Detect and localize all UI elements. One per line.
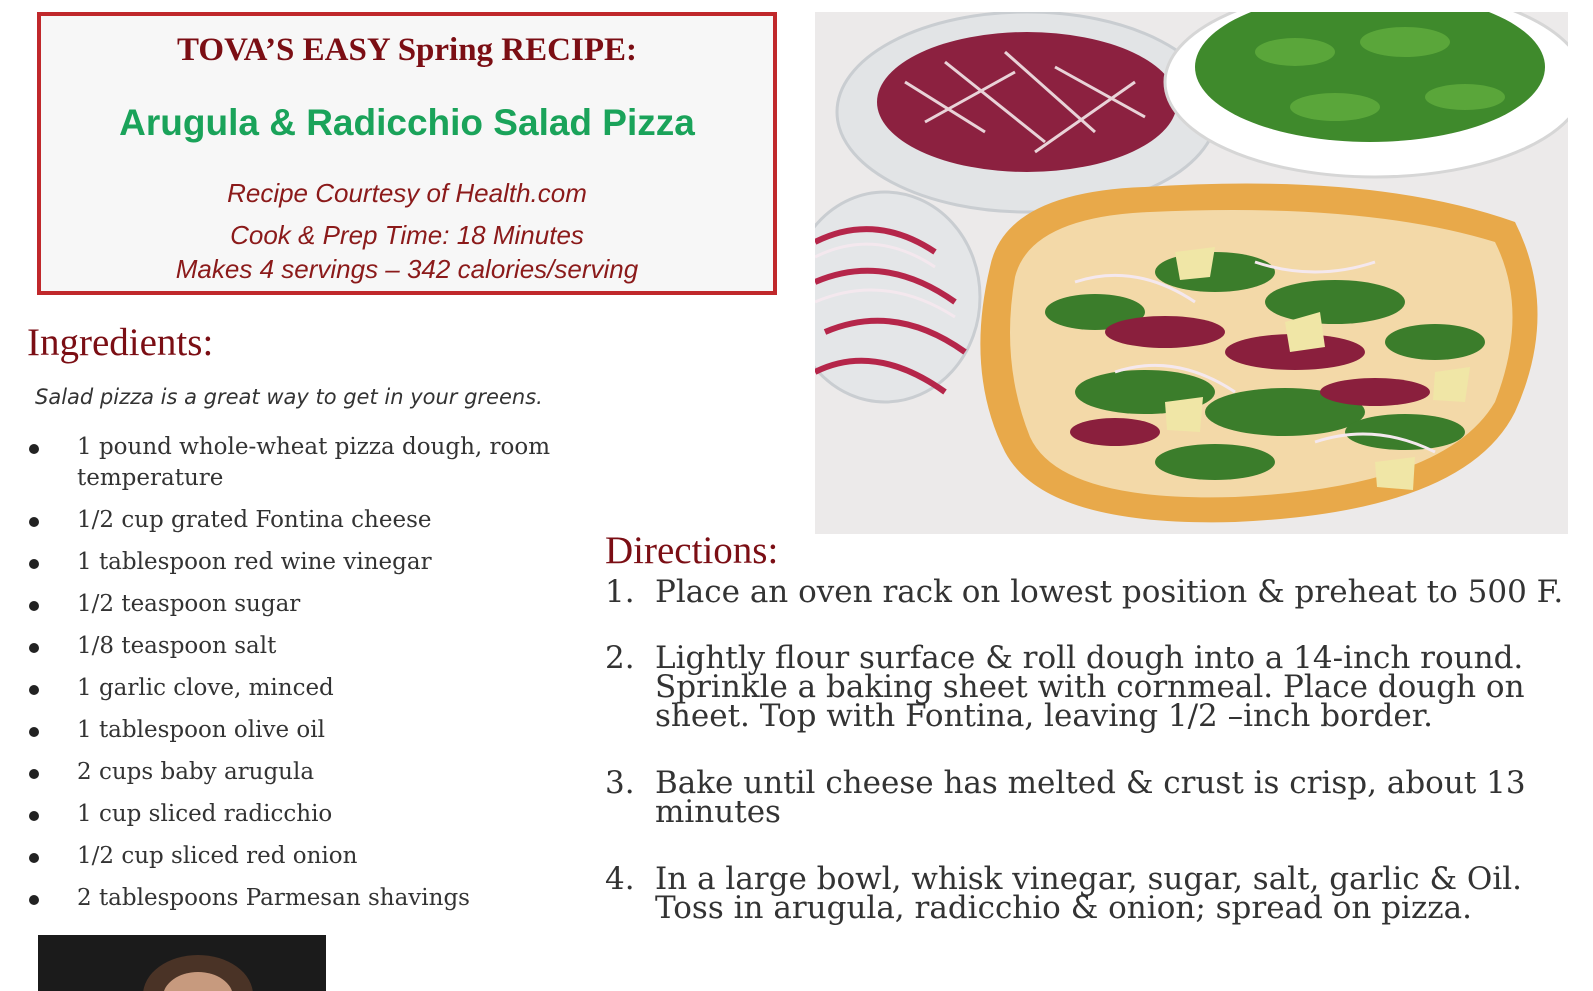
ingredients-heading: Ingredients: [27,321,214,364]
directions-list [605,574,1565,926]
ingredient-item: 1 cup sliced radicchio [27,799,587,830]
servings-calories: Makes 4 servings – 342 calories/serving [175,254,639,284]
ingredient-item: 2 tablespoons Parmesan shavings [27,883,587,914]
ingredient-item: 1/2 cup grated Fontina cheese [27,505,587,536]
bullet-icon [29,601,39,611]
step-text: Place an oven rack on lowest position & preheat to 500 F. [655,574,1564,610]
author-photo-illustration [38,935,326,991]
author-photo [38,935,326,991]
bullet-icon [29,727,39,737]
ingredient-item: 1 pound whole-wheat pizza dough, room temperature [27,432,587,494]
ingredients-list [27,432,587,925]
direction-step [605,640,1565,734]
cook-prep-time: Cook & Prep Time: 18 Minutes [230,220,584,250]
step-number: 2. [605,640,635,676]
step-number: 3. [605,765,635,801]
ingredient-item: 1/8 teaspoon salt [27,631,587,662]
step-text: In a large bowl, whisk vinegar, sugar, salt, garlic & Oil. Toss in arugula, radicchio & onion; spread on pizza. [655,861,1523,926]
bullet-icon [29,685,39,695]
ingredient-item: 1/2 teaspoon sugar [27,589,587,620]
salad-pizza-illustration [815,12,1568,534]
bullet-icon [29,895,39,905]
recipe-header: TOVA’S EASY Spring RECIPE: [177,32,637,68]
salad-pizza-photo [815,12,1568,534]
ingredient-item: 1 tablespoon red wine vinegar [27,547,587,578]
step-number: 1. [605,574,635,610]
step-text: Lightly flour surface & roll dough into a 14-inch round. Sprinkle a baking sheet with cornmeal. Place dough on sheet. Top with Fontina, leaving 1/2 –inch border. [655,640,1525,734]
bullet-icon [29,853,39,863]
recipe-title-box [37,12,777,295]
step-text: Bake until cheese has melted & crust is crisp, about 13 minutes [655,765,1526,830]
step-number: 4. [605,861,635,897]
bullet-icon [29,559,39,569]
bullet-icon [29,444,39,454]
ingredients-intro: Salad pizza is a great way to get in your greens. [35,385,543,409]
bullet-icon [29,769,39,779]
dish-title: Arugula & Radicchio Salad Pizza [119,102,695,143]
bullet-icon [29,643,39,653]
bullet-icon [29,811,39,821]
ingredient-item: 1 tablespoon olive oil [27,715,587,746]
ingredient-item: 1 garlic clove, minced [27,673,587,704]
ingredient-item: 1/2 cup sliced red onion [27,841,587,872]
direction-step [605,861,1565,926]
direction-step [605,574,1565,610]
direction-step [605,765,1565,830]
ingredient-item: 2 cups baby arugula [27,757,587,788]
recipe-courtesy: Recipe Courtesy of Health.com [227,178,587,208]
bullet-icon [29,517,39,527]
directions-heading: Directions: [605,529,779,572]
